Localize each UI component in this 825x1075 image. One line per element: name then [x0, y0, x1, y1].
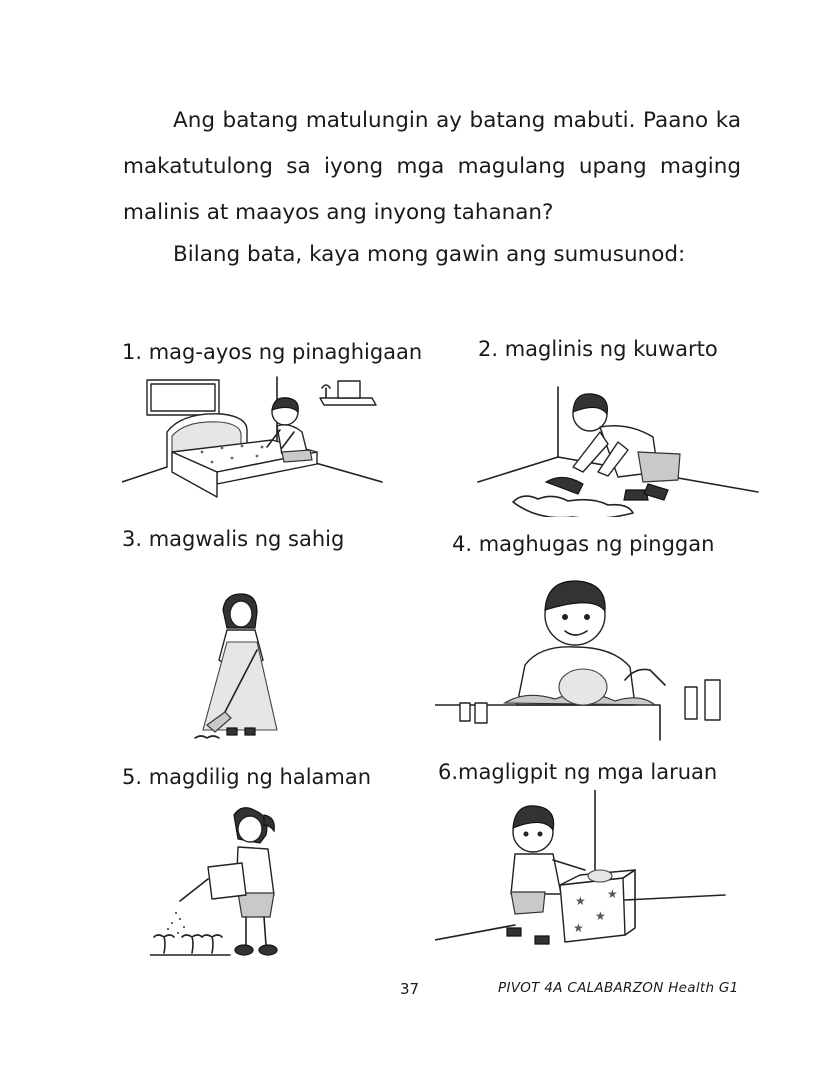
task-caption-3: 3. magwalis ng sahig — [122, 527, 345, 551]
page-number: 37 — [400, 980, 420, 998]
footer-reference: PIVOT 4A CALABARZON Health G1 — [498, 980, 739, 996]
boy-washing-dishes-illustration — [435, 575, 745, 745]
task-caption-5: 5. magdilig ng halaman — [122, 765, 372, 789]
task-caption-4: 4. maghugas ng pinggan — [452, 532, 715, 556]
svg-text:★: ★ — [607, 887, 618, 901]
task-caption-2: 2. maglinis ng kuwarto — [478, 337, 718, 361]
instruction-paragraph: Bilang bata, kaya mong gawin ang sumusunod: — [173, 242, 686, 267]
task-caption-1: 1. mag-ayos ng pinaghigaan — [122, 340, 423, 364]
girl-watering-plants-illustration — [150, 805, 295, 965]
boy-packing-toys-illustration — [435, 790, 735, 960]
svg-text:★: ★ — [595, 909, 606, 923]
girl-sweeping-illustration — [185, 590, 295, 745]
svg-text:★: ★ — [575, 894, 586, 908]
intro-paragraph: Ang batang matulungin ay batang mabuti. Paano ka makatutulong sa iyong mga magulang upang maging malinis at maayos ang inyong tahanan? — [123, 108, 741, 225]
boy-making-bed-illustration — [122, 372, 392, 512]
boy-wiping-floor-illustration — [468, 372, 768, 517]
svg-text:★: ★ — [573, 921, 584, 935]
task-caption-6: 6.magligpit ng mga laruan — [438, 760, 718, 784]
